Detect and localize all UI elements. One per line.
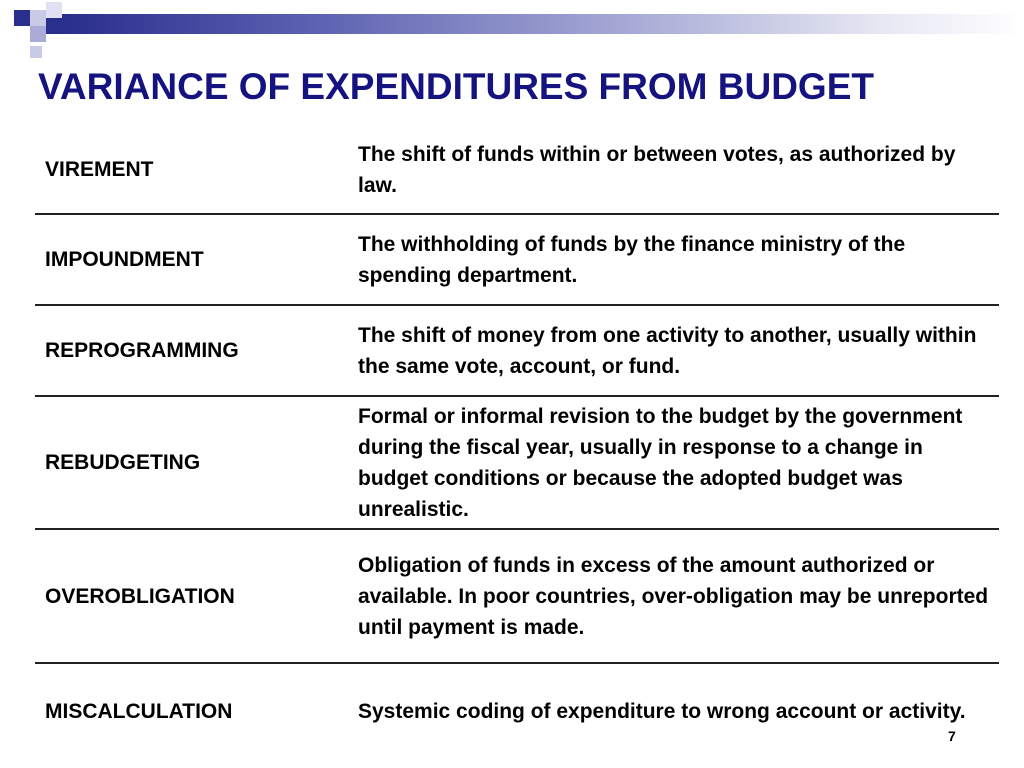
decorative-square	[30, 46, 42, 58]
definition-cell: Obligation of funds in excess of the amount authorized or available. In poor countries, over-obligation may be unreported until payment is made.	[358, 553, 989, 639]
term-cell: REPROGRAMMING	[45, 339, 239, 362]
decorative-square	[30, 26, 46, 42]
decorative-square	[46, 2, 62, 18]
decorative-square	[14, 10, 30, 26]
definition-cell: Formal or informal revision to the budget by the government during the fiscal year, usually in response to a change in budget conditions or because the adopted budget was unrealistic.	[358, 404, 963, 521]
table-row	[35, 529, 999, 663]
definition-cell: The shift of funds within or between votes, as authorized by law.	[358, 142, 956, 197]
decorative-square	[46, 18, 62, 34]
table-row	[35, 663, 999, 758]
term-cell: MISCALCULATION	[45, 699, 233, 723]
page-title: VARIANCE OF EXPENDITURES FROM BUDGET	[38, 66, 874, 107]
table-row	[35, 305, 999, 396]
table-row	[35, 214, 999, 305]
definition-cell: The shift of money from one activity to another, usually within the same vote, account, or fund.	[358, 323, 977, 378]
definitions-table	[35, 126, 999, 758]
header-decoration	[0, 0, 1024, 60]
table-row	[35, 126, 999, 214]
definition-cell: Systemic coding of expenditure to wrong account or activity.	[358, 699, 966, 723]
table-row	[35, 396, 999, 529]
term-cell: IMPOUNDMENT	[45, 248, 204, 271]
page-number: 7	[948, 728, 956, 744]
term-cell: OVEROBLIGATION	[45, 584, 235, 608]
header-gradient-band	[62, 14, 1024, 34]
term-cell: REBUDGETING	[45, 451, 201, 474]
definition-cell: The withholding of funds by the finance ministry of the spending department.	[358, 232, 906, 287]
decorative-square	[30, 10, 46, 26]
term-cell: VIREMENT	[45, 158, 154, 181]
